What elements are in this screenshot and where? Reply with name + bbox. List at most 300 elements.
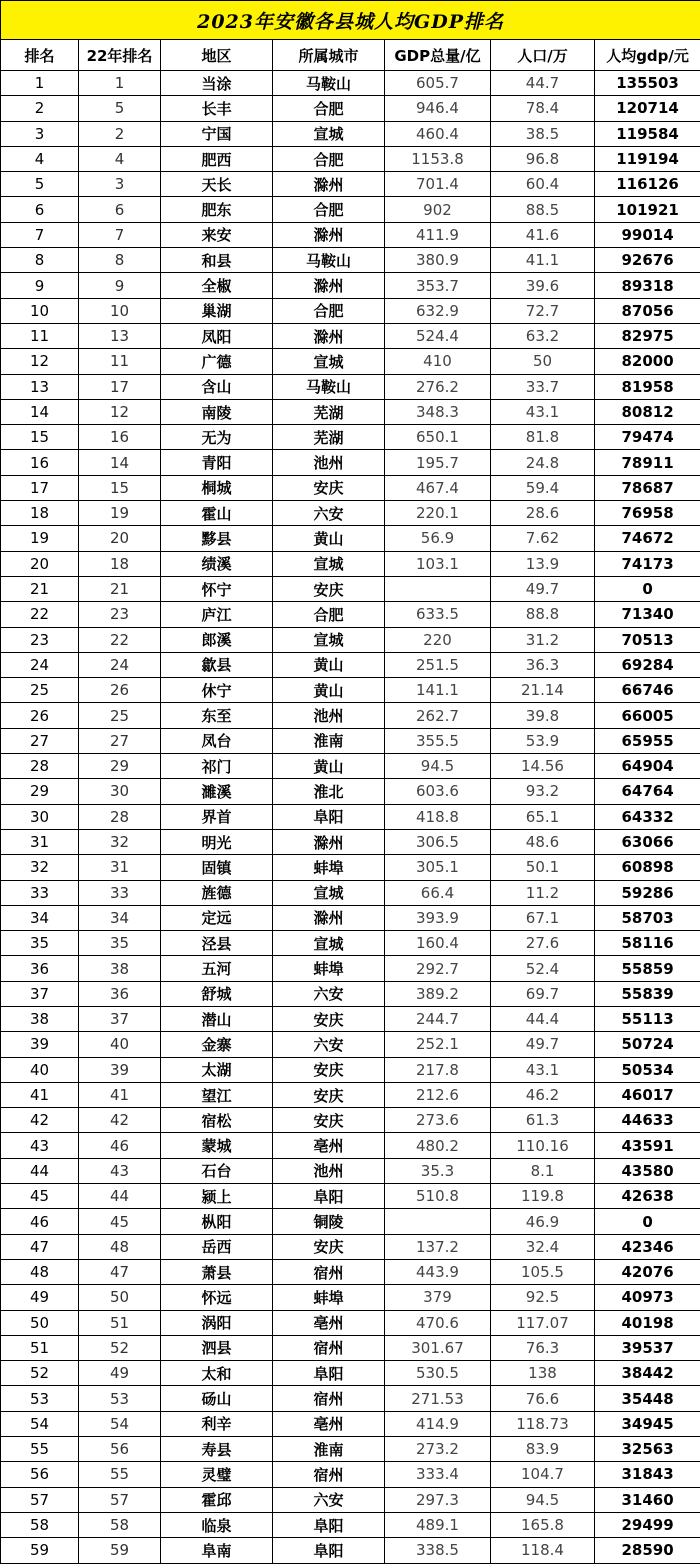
gdp-cell: 338.5 (385, 1538, 491, 1563)
city-cell: 滁州 (273, 829, 385, 854)
area-cell: 庐江 (161, 602, 273, 627)
rank-cell: 18 (1, 501, 79, 526)
prev-rank-cell: 33 (79, 880, 161, 905)
per-capita-cell: 58703 (595, 905, 700, 930)
prev-rank-cell: 35 (79, 931, 161, 956)
per-capita-cell: 58116 (595, 931, 700, 956)
gdp-cell: 252.1 (385, 1032, 491, 1057)
prev-rank-cell: 59 (79, 1538, 161, 1563)
city-cell: 阜阳 (273, 1512, 385, 1537)
city-cell: 芜湖 (273, 425, 385, 450)
per-capita-cell: 39537 (595, 1335, 700, 1360)
population-cell: 88.5 (491, 197, 595, 222)
area-cell: 砀山 (161, 1386, 273, 1411)
prev-rank-cell: 24 (79, 652, 161, 677)
population-cell: 21.14 (491, 678, 595, 703)
population-cell: 36.3 (491, 652, 595, 677)
area-cell: 含山 (161, 374, 273, 399)
per-capita-cell: 55839 (595, 981, 700, 1006)
table-row (1, 880, 700, 905)
header-per-capita: 人均gdp/元 (595, 40, 700, 71)
gdp-cell: 1153.8 (385, 146, 491, 171)
gdp-cell: 333.4 (385, 1462, 491, 1487)
rank-cell: 51 (1, 1335, 79, 1360)
prev-rank-cell: 43 (79, 1158, 161, 1183)
area-cell: 青阳 (161, 450, 273, 475)
area-cell: 界首 (161, 804, 273, 829)
rank-cell: 45 (1, 1184, 79, 1209)
prev-rank-cell: 26 (79, 678, 161, 703)
city-cell: 滁州 (273, 172, 385, 197)
per-capita-cell: 50724 (595, 1032, 700, 1057)
table-row (1, 1487, 700, 1512)
area-cell: 舒城 (161, 981, 273, 1006)
per-capita-cell: 74173 (595, 551, 700, 576)
rank-cell: 47 (1, 1234, 79, 1259)
table-row (1, 399, 700, 424)
prev-rank-cell: 44 (79, 1184, 161, 1209)
population-cell: 41.1 (491, 248, 595, 273)
population-cell: 92.5 (491, 1285, 595, 1310)
population-cell: 41.6 (491, 222, 595, 247)
city-cell: 合肥 (273, 146, 385, 171)
header-area: 地区 (161, 40, 273, 71)
table-row (1, 273, 700, 298)
prev-rank-cell: 40 (79, 1032, 161, 1057)
gdp-cell: 524.4 (385, 323, 491, 348)
city-cell: 宣城 (273, 121, 385, 146)
prev-rank-cell: 55 (79, 1462, 161, 1487)
prev-rank-cell: 28 (79, 804, 161, 829)
city-cell: 滁州 (273, 222, 385, 247)
population-cell: 94.5 (491, 1487, 595, 1512)
table-row (1, 197, 700, 222)
area-cell: 凤阳 (161, 323, 273, 348)
population-cell: 8.1 (491, 1158, 595, 1183)
area-cell: 泗县 (161, 1335, 273, 1360)
table-row (1, 1285, 700, 1310)
prev-rank-cell: 32 (79, 829, 161, 854)
rank-cell: 28 (1, 754, 79, 779)
population-cell: 110.16 (491, 1133, 595, 1158)
city-cell: 安庆 (273, 1082, 385, 1107)
rank-cell: 43 (1, 1133, 79, 1158)
table-row (1, 551, 700, 576)
prev-rank-cell: 46 (79, 1133, 161, 1158)
area-cell: 望江 (161, 1082, 273, 1107)
population-cell: 49.7 (491, 576, 595, 601)
gdp-cell: 301.67 (385, 1335, 491, 1360)
per-capita-cell: 42638 (595, 1184, 700, 1209)
per-capita-cell: 63066 (595, 829, 700, 854)
gdp-cell: 212.6 (385, 1082, 491, 1107)
area-cell: 当涂 (161, 71, 273, 96)
table-row (1, 779, 700, 804)
city-cell: 黄山 (273, 678, 385, 703)
table-row (1, 1184, 700, 1209)
per-capita-cell: 31460 (595, 1487, 700, 1512)
per-capita-cell: 80812 (595, 399, 700, 424)
table-row (1, 703, 700, 728)
per-capita-cell: 87056 (595, 298, 700, 323)
gdp-cell: 467.4 (385, 475, 491, 500)
population-cell: 46.2 (491, 1082, 595, 1107)
gdp-cell: 217.8 (385, 1057, 491, 1082)
prev-rank-cell: 48 (79, 1234, 161, 1259)
header-prev-rank: 22年排名 (79, 40, 161, 71)
rank-cell: 21 (1, 576, 79, 601)
table-row (1, 1108, 700, 1133)
rank-cell: 8 (1, 248, 79, 273)
rank-cell: 46 (1, 1209, 79, 1234)
prev-rank-cell: 53 (79, 1386, 161, 1411)
gdp-cell: 443.9 (385, 1259, 491, 1284)
rank-cell: 44 (1, 1158, 79, 1183)
area-cell: 寿县 (161, 1437, 273, 1462)
table-row (1, 602, 700, 627)
prev-rank-cell: 17 (79, 374, 161, 399)
per-capita-cell: 71340 (595, 602, 700, 627)
table-row (1, 1259, 700, 1284)
table-row (1, 222, 700, 247)
table-row (1, 855, 700, 880)
rank-cell: 53 (1, 1386, 79, 1411)
city-cell: 合肥 (273, 96, 385, 121)
area-cell: 灵璧 (161, 1462, 273, 1487)
per-capita-cell: 101921 (595, 197, 700, 222)
per-capita-cell: 64764 (595, 779, 700, 804)
gdp-cell: 480.2 (385, 1133, 491, 1158)
rank-cell: 32 (1, 855, 79, 880)
rank-cell: 16 (1, 450, 79, 475)
population-cell: 46.9 (491, 1209, 595, 1234)
gdp-cell: 603.6 (385, 779, 491, 804)
rank-cell: 19 (1, 526, 79, 551)
city-cell: 滁州 (273, 323, 385, 348)
per-capita-cell: 32563 (595, 1437, 700, 1462)
prev-rank-cell: 58 (79, 1512, 161, 1537)
prev-rank-cell: 29 (79, 754, 161, 779)
per-capita-cell: 46017 (595, 1082, 700, 1107)
per-capita-cell: 70513 (595, 627, 700, 652)
per-capita-cell: 0 (595, 1209, 700, 1234)
per-capita-cell: 42346 (595, 1234, 700, 1259)
gdp-cell: 701.4 (385, 172, 491, 197)
area-cell: 涡阳 (161, 1310, 273, 1335)
area-cell: 长丰 (161, 96, 273, 121)
prev-rank-cell: 36 (79, 981, 161, 1006)
gdp-cell: 306.5 (385, 829, 491, 854)
per-capita-cell: 120714 (595, 96, 700, 121)
area-cell: 太和 (161, 1361, 273, 1386)
prev-rank-cell: 42 (79, 1108, 161, 1133)
area-cell: 颍上 (161, 1184, 273, 1209)
per-capita-cell: 92676 (595, 248, 700, 273)
population-cell: 81.8 (491, 425, 595, 450)
table-row (1, 526, 700, 551)
city-cell: 芜湖 (273, 399, 385, 424)
table-row (1, 1335, 700, 1360)
gdp-cell: 103.1 (385, 551, 491, 576)
area-cell: 临泉 (161, 1512, 273, 1537)
prev-rank-cell: 13 (79, 323, 161, 348)
per-capita-cell: 74672 (595, 526, 700, 551)
area-cell: 休宁 (161, 678, 273, 703)
gdp-cell: 297.3 (385, 1487, 491, 1512)
population-cell: 105.5 (491, 1259, 595, 1284)
area-cell: 霍邱 (161, 1487, 273, 1512)
prev-rank-cell: 47 (79, 1259, 161, 1284)
population-cell: 76.6 (491, 1386, 595, 1411)
prev-rank-cell: 31 (79, 855, 161, 880)
per-capita-cell: 40198 (595, 1310, 700, 1335)
per-capita-cell: 82975 (595, 323, 700, 348)
population-cell: 60.4 (491, 172, 595, 197)
rank-cell: 15 (1, 425, 79, 450)
per-capita-cell: 44633 (595, 1108, 700, 1133)
table-row (1, 1158, 700, 1183)
table-row (1, 1133, 700, 1158)
population-cell: 117.07 (491, 1310, 595, 1335)
per-capita-cell: 28590 (595, 1538, 700, 1563)
city-cell: 阜阳 (273, 804, 385, 829)
city-cell: 安庆 (273, 1057, 385, 1082)
city-cell: 黄山 (273, 754, 385, 779)
rank-cell: 9 (1, 273, 79, 298)
rank-cell: 56 (1, 1462, 79, 1487)
rank-cell: 10 (1, 298, 79, 323)
table-row (1, 425, 700, 450)
prev-rank-cell: 5 (79, 96, 161, 121)
city-cell: 合肥 (273, 298, 385, 323)
area-cell: 郎溪 (161, 627, 273, 652)
prev-rank-cell: 18 (79, 551, 161, 576)
population-cell: 43.1 (491, 1057, 595, 1082)
area-cell: 无为 (161, 425, 273, 450)
population-cell: 14.56 (491, 754, 595, 779)
table-row (1, 172, 700, 197)
rank-cell: 22 (1, 602, 79, 627)
city-cell: 阜阳 (273, 1361, 385, 1386)
gdp-cell: 489.1 (385, 1512, 491, 1537)
per-capita-cell: 31843 (595, 1462, 700, 1487)
prev-rank-cell: 34 (79, 905, 161, 930)
prev-rank-cell: 7 (79, 222, 161, 247)
area-cell: 桐城 (161, 475, 273, 500)
rank-cell: 20 (1, 551, 79, 576)
table-row (1, 146, 700, 171)
area-cell: 蒙城 (161, 1133, 273, 1158)
area-cell: 定远 (161, 905, 273, 930)
table-row (1, 501, 700, 526)
rank-cell: 41 (1, 1082, 79, 1107)
rank-cell: 57 (1, 1487, 79, 1512)
gdp-cell: 141.1 (385, 678, 491, 703)
rank-cell: 37 (1, 981, 79, 1006)
area-cell: 南陵 (161, 399, 273, 424)
area-cell: 岳西 (161, 1234, 273, 1259)
area-cell: 凤台 (161, 728, 273, 753)
gdp-cell: 460.4 (385, 121, 491, 146)
per-capita-cell: 76958 (595, 501, 700, 526)
prev-rank-cell: 20 (79, 526, 161, 551)
population-cell: 96.8 (491, 146, 595, 171)
prev-rank-cell: 51 (79, 1310, 161, 1335)
per-capita-cell: 65955 (595, 728, 700, 753)
table-row (1, 349, 700, 374)
population-cell: 118.4 (491, 1538, 595, 1563)
prev-rank-cell: 14 (79, 450, 161, 475)
city-cell: 宣城 (273, 551, 385, 576)
gdp-cell: 305.1 (385, 855, 491, 880)
gdp-cell: 137.2 (385, 1234, 491, 1259)
city-cell: 亳州 (273, 1411, 385, 1436)
area-cell: 固镇 (161, 855, 273, 880)
area-cell: 绩溪 (161, 551, 273, 576)
per-capita-cell: 60898 (595, 855, 700, 880)
gdp-cell (385, 576, 491, 601)
rank-cell: 34 (1, 905, 79, 930)
city-cell: 宿州 (273, 1462, 385, 1487)
rank-cell: 30 (1, 804, 79, 829)
population-cell: 31.2 (491, 627, 595, 652)
city-cell: 六安 (273, 501, 385, 526)
city-cell: 六安 (273, 1032, 385, 1057)
area-cell: 利辛 (161, 1411, 273, 1436)
city-cell: 亳州 (273, 1310, 385, 1335)
per-capita-cell: 99014 (595, 222, 700, 247)
rank-cell: 36 (1, 956, 79, 981)
table-row (1, 1437, 700, 1462)
rank-cell: 58 (1, 1512, 79, 1537)
per-capita-cell: 135503 (595, 71, 700, 96)
prev-rank-cell: 1 (79, 71, 161, 96)
rank-cell: 42 (1, 1108, 79, 1133)
area-cell: 阜南 (161, 1538, 273, 1563)
per-capita-cell: 78687 (595, 475, 700, 500)
gdp-cell: 262.7 (385, 703, 491, 728)
gdp-cell: 160.4 (385, 931, 491, 956)
table-row (1, 1361, 700, 1386)
per-capita-cell: 119194 (595, 146, 700, 171)
area-cell: 宿松 (161, 1108, 273, 1133)
gdp-cell: 380.9 (385, 248, 491, 273)
per-capita-cell: 43591 (595, 1133, 700, 1158)
city-cell: 阜阳 (273, 1184, 385, 1209)
table-row (1, 1209, 700, 1234)
per-capita-cell: 78911 (595, 450, 700, 475)
table-row (1, 1057, 700, 1082)
area-cell: 旌德 (161, 880, 273, 905)
population-cell: 65.1 (491, 804, 595, 829)
prev-rank-cell: 10 (79, 298, 161, 323)
city-cell: 滁州 (273, 273, 385, 298)
rank-cell: 24 (1, 652, 79, 677)
rank-cell: 7 (1, 222, 79, 247)
per-capita-cell: 55859 (595, 956, 700, 981)
rank-cell: 40 (1, 1057, 79, 1082)
area-cell: 潜山 (161, 1006, 273, 1031)
rank-cell: 35 (1, 931, 79, 956)
area-cell: 濉溪 (161, 779, 273, 804)
gdp-cell: 650.1 (385, 425, 491, 450)
table-row (1, 905, 700, 930)
per-capita-cell: 64332 (595, 804, 700, 829)
city-cell: 蚌埠 (273, 1285, 385, 1310)
population-cell: 76.3 (491, 1335, 595, 1360)
city-cell: 黄山 (273, 526, 385, 551)
gdp-cell: 353.7 (385, 273, 491, 298)
population-cell: 72.7 (491, 298, 595, 323)
city-cell: 蚌埠 (273, 956, 385, 981)
per-capita-cell: 66746 (595, 678, 700, 703)
gdp-cell: 530.5 (385, 1361, 491, 1386)
table-row (1, 450, 700, 475)
prev-rank-cell: 37 (79, 1006, 161, 1031)
population-cell: 44.4 (491, 1006, 595, 1031)
gdp-cell: 276.2 (385, 374, 491, 399)
header-city: 所属城市 (273, 40, 385, 71)
rank-cell: 33 (1, 880, 79, 905)
per-capita-cell: 35448 (595, 1386, 700, 1411)
population-cell: 11.2 (491, 880, 595, 905)
gdp-cell: 414.9 (385, 1411, 491, 1436)
prev-rank-cell: 22 (79, 627, 161, 652)
prev-rank-cell: 16 (79, 425, 161, 450)
city-cell: 宣城 (273, 931, 385, 956)
prev-rank-cell: 12 (79, 399, 161, 424)
rank-cell: 49 (1, 1285, 79, 1310)
prev-rank-cell: 25 (79, 703, 161, 728)
rank-cell: 13 (1, 374, 79, 399)
table-title: 2023年安徽各县城人均GDP排名 (1, 1, 700, 40)
population-cell: 78.4 (491, 96, 595, 121)
table-row (1, 96, 700, 121)
table-row (1, 1310, 700, 1335)
city-cell: 亳州 (273, 1133, 385, 1158)
population-cell: 32.4 (491, 1234, 595, 1259)
city-cell: 安庆 (273, 475, 385, 500)
per-capita-cell: 38442 (595, 1361, 700, 1386)
table-row (1, 1234, 700, 1259)
gdp-cell: 244.7 (385, 1006, 491, 1031)
table-row (1, 1082, 700, 1107)
prev-rank-cell: 2 (79, 121, 161, 146)
population-cell: 49.7 (491, 1032, 595, 1057)
city-cell: 马鞍山 (273, 374, 385, 399)
table-row (1, 754, 700, 779)
table-row (1, 1411, 700, 1436)
area-cell: 明光 (161, 829, 273, 854)
prev-rank-cell: 39 (79, 1057, 161, 1082)
area-cell: 来安 (161, 222, 273, 247)
gdp-cell: 411.9 (385, 222, 491, 247)
city-cell: 安庆 (273, 1108, 385, 1133)
gdp-cell: 56.9 (385, 526, 491, 551)
area-cell: 祁门 (161, 754, 273, 779)
rank-cell: 29 (1, 779, 79, 804)
table-row (1, 627, 700, 652)
table-row (1, 652, 700, 677)
city-cell: 安庆 (273, 1234, 385, 1259)
rank-cell: 3 (1, 121, 79, 146)
prev-rank-cell: 4 (79, 146, 161, 171)
per-capita-cell: 42076 (595, 1259, 700, 1284)
table-row (1, 931, 700, 956)
per-capita-cell: 55113 (595, 1006, 700, 1031)
per-capita-cell: 59286 (595, 880, 700, 905)
gdp-cell: 348.3 (385, 399, 491, 424)
